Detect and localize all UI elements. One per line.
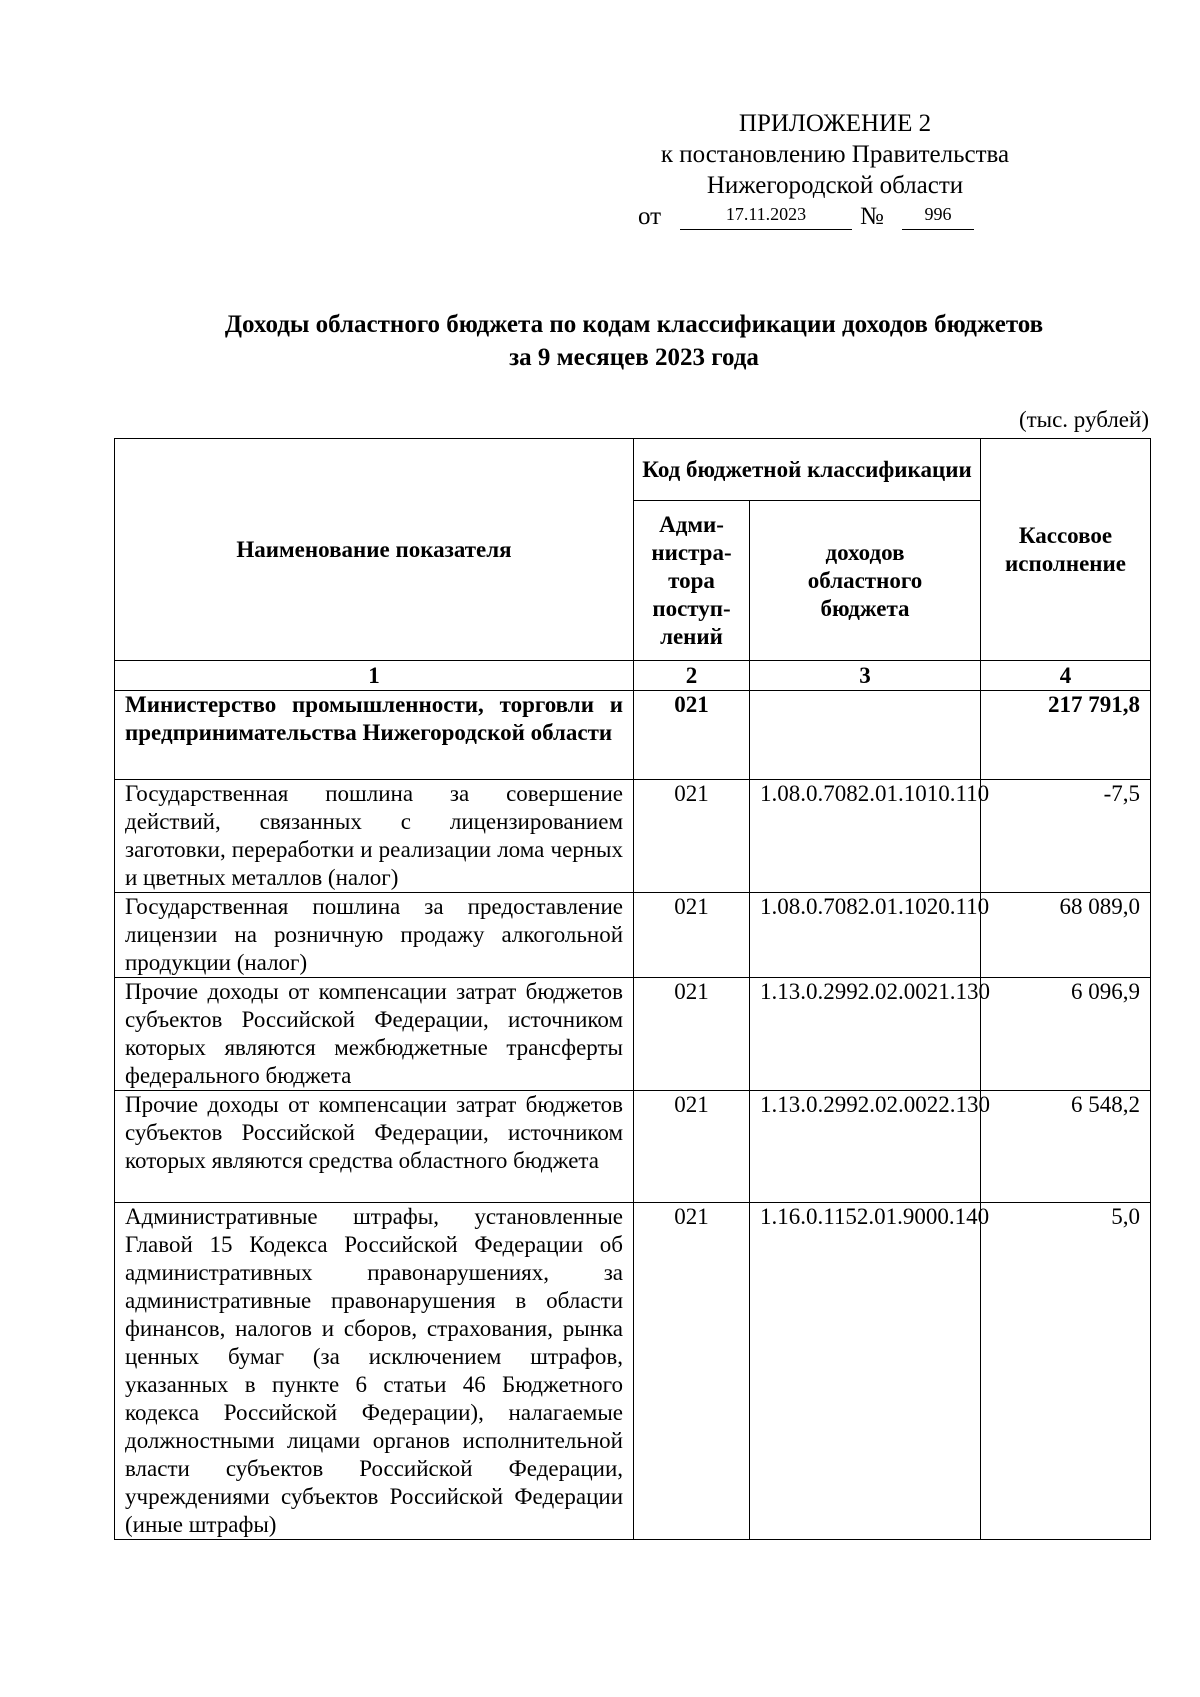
appendix-line-1: к постановлению Правительства: [660, 141, 1010, 168]
row-admin-code: 021: [634, 780, 750, 893]
row-admin-code: 021: [634, 1091, 750, 1203]
column-number: 2: [634, 661, 750, 691]
table-row: [115, 1091, 1151, 1203]
row-revenue-code: 1.08.0.7082.01.1010.110: [750, 780, 981, 893]
date-prefix: от: [638, 203, 662, 230]
row-admin-code: 021: [634, 691, 750, 780]
row-admin-code: 021: [634, 1203, 750, 1540]
column-number-row: [115, 661, 1151, 691]
row-name: Административные штрафы, установленные Главой 15 Кодекса Российской Федерации об административных правонарушениях, за административные правонарушения в области финансов, налогов и сборов, страхования, рынка ценных бумаг (за исключением штрафов, указанных в пункте 6 статьи 46 Бюджетного кодекса Российской Федерации), налагаемые должностными лицами органов исполнительной власти субъектов Российской Федерации, учреждениями субъектов Российской Федерации (иные штрафы): [115, 1203, 634, 1540]
row-name: Министерство промышленности, торговли и предпринимательства Нижегородской области: [115, 691, 634, 780]
row-name: Прочие доходы от компенсации затрат бюджетов субъектов Российской Федерации, источником которых являются межбюджетные трансферты федерального бюджета: [115, 978, 634, 1091]
column-number: 3: [750, 661, 981, 691]
table-row: [115, 780, 1151, 893]
appendix-date-line: [600, 201, 1070, 233]
header-execution: Кассовое исполнение: [981, 439, 1151, 661]
table-row: [115, 893, 1151, 978]
decree-date: 17.11.2023: [680, 201, 852, 230]
row-amount: 5,0: [981, 1203, 1151, 1540]
column-number: 1: [115, 661, 634, 691]
row-revenue-code: 1.16.0.1152.01.9000.140: [750, 1203, 981, 1540]
number-sign: №: [860, 203, 884, 230]
row-amount: 6 096,9: [981, 978, 1151, 1091]
table-row: [115, 691, 1151, 780]
row-name: Государственная пошлина за предоставление лицензии на розничную продажу алкогольной продукции (налог): [115, 893, 634, 978]
units-label: (тыс. рублей): [1018, 407, 1149, 432]
row-revenue-code: 1.08.0.7082.01.1020.110: [750, 893, 981, 978]
document-title-line-2: за 9 месяцев 2023 года: [509, 344, 759, 371]
row-admin-code: 021: [634, 978, 750, 1091]
decree-number: 996: [902, 201, 974, 230]
row-revenue-code: [750, 691, 981, 780]
income-table: [114, 438, 1151, 1540]
header-admin: Адми-нистра-тора поступ-лений: [634, 501, 750, 661]
row-revenue-code: 1.13.0.2992.02.0022.130: [750, 1091, 981, 1203]
table-row: [115, 1203, 1151, 1540]
document-title: [114, 308, 1154, 374]
row-amount: 68 089,0: [981, 893, 1151, 978]
row-amount: 217 791,8: [981, 691, 1151, 780]
appendix-title: ПРИЛОЖЕНИЕ 2: [738, 110, 932, 137]
row-name: Государственная пошлина за совершение действий, связанных с лицензированием заготовки, переработки и реализации лома черных и цветных металлов (налог): [115, 780, 634, 893]
header-revenue-code: доходов областного бюджета: [750, 501, 981, 661]
document-title-line-1: Доходы областного бюджета по кодам классификации доходов бюджетов: [224, 311, 1044, 338]
appendix-line-2: Нижегородской области: [706, 172, 964, 199]
row-amount: -7,5: [981, 780, 1151, 893]
row-revenue-code: 1.13.0.2992.02.0021.130: [750, 978, 981, 1091]
header-code-group: Код бюджетной классификации: [634, 439, 981, 501]
header-name: Наименование показателя: [115, 439, 634, 661]
row-amount: 6 548,2: [981, 1091, 1151, 1203]
header-row-1: [115, 439, 1151, 501]
column-number: 4: [981, 661, 1151, 691]
table-row: [115, 978, 1151, 1091]
row-name: Прочие доходы от компенсации затрат бюджетов субъектов Российской Федерации, источником которых являются средства областного бюджета: [115, 1091, 634, 1203]
appendix-block: [600, 108, 1070, 233]
row-admin-code: 021: [634, 893, 750, 978]
